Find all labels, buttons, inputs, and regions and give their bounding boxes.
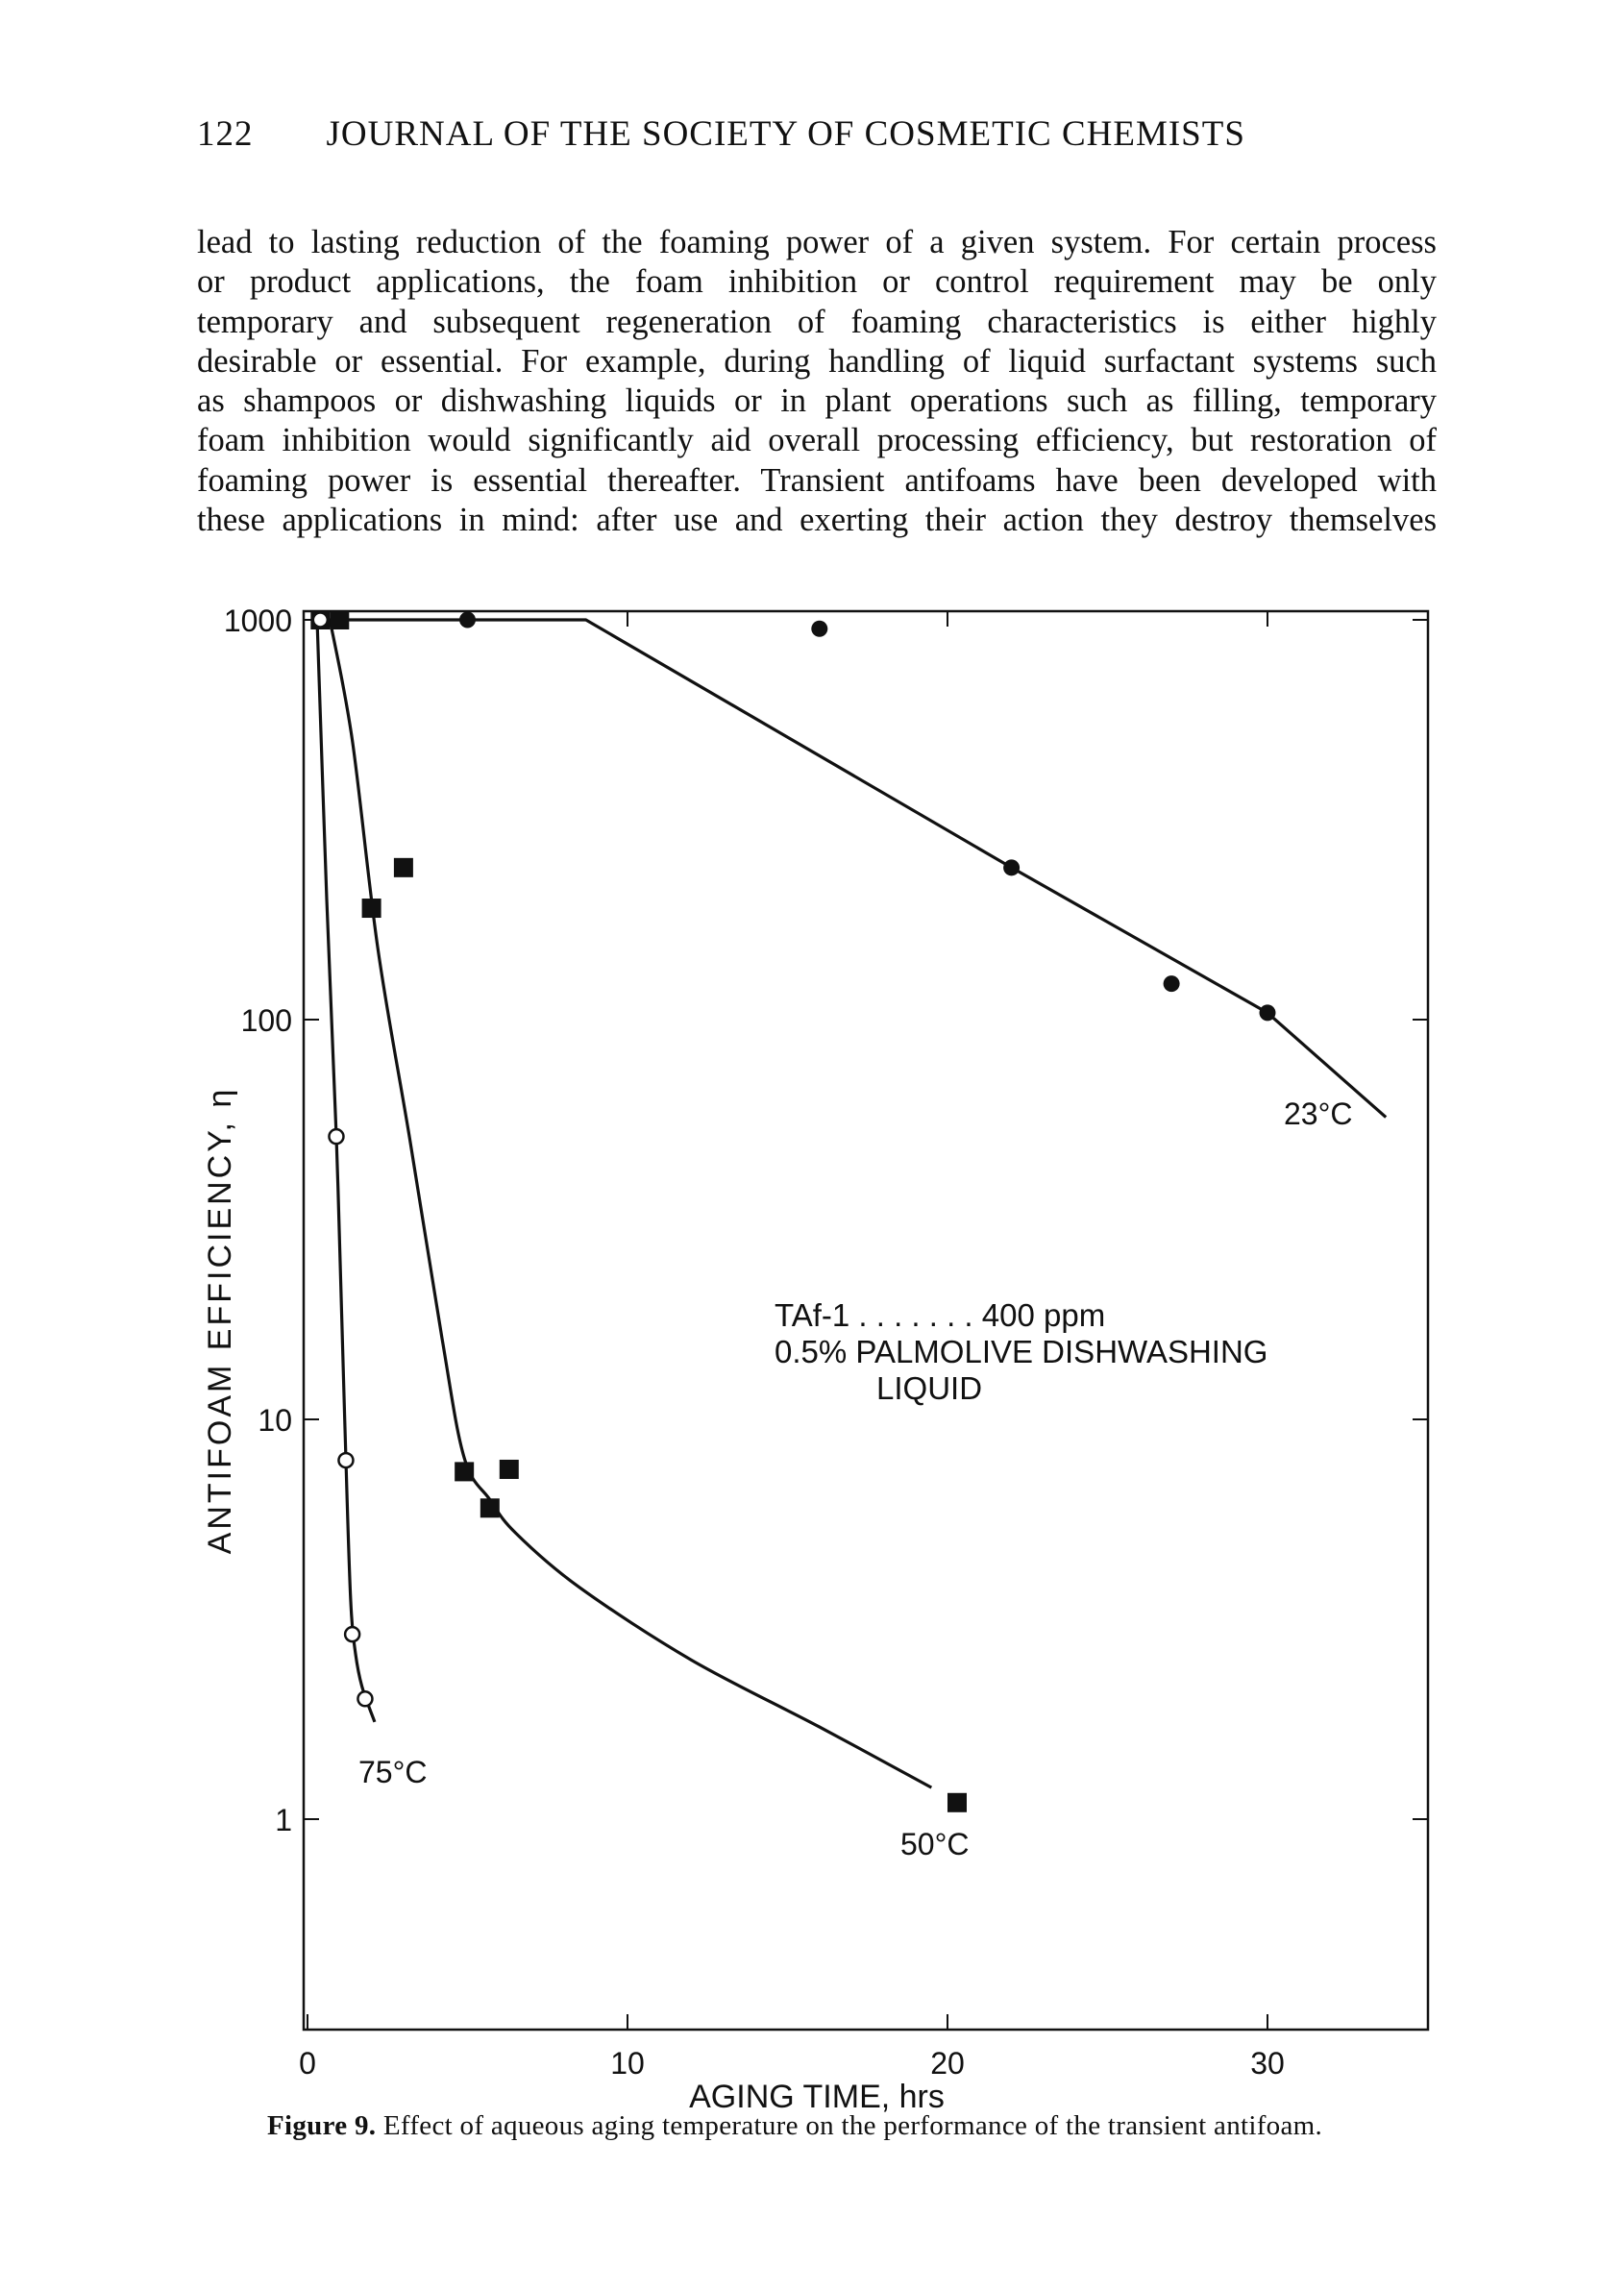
- body-line: these applications in mind: after use and exerting their action they destroy themselves: [197, 502, 1437, 539]
- annotation-line-2: 0.5% PALMOLIVE DISHWASHING: [775, 1334, 1268, 1369]
- data-point-open-circle: [345, 1627, 359, 1641]
- x-axis-title: AGING TIME, hrs: [689, 2079, 945, 2115]
- data-point-open-circle: [313, 613, 328, 628]
- axis-labels: [202, 1087, 1353, 2115]
- data-point-filled-circle: [1003, 859, 1020, 875]
- page-number: 122: [197, 114, 254, 154]
- data-point-square: [480, 1498, 500, 1517]
- data-point-square: [330, 610, 349, 629]
- data-point-filled-circle: [811, 621, 827, 637]
- y-axis-title: ANTIFOAM EFFICIENCY, η: [202, 1086, 238, 1555]
- data-markers: [310, 610, 1275, 1812]
- body-line: as shampoos or dishwashing liquids or in plant operations such as filling, temporary: [197, 382, 1437, 420]
- data-point-square: [455, 1462, 474, 1481]
- caption-text: Effect of aqueous aging temperature on the performance of the transient antifoam.: [382, 2110, 1323, 2141]
- x-tick-label: 10: [610, 2046, 645, 2081]
- annotation-line-1: TAf-1 . . . . . . . 400 ppm: [775, 1297, 1106, 1333]
- body-line: foam inhibition would significantly aid overall processing efficiency, but restoration of: [197, 422, 1437, 459]
- curve-23c: [317, 620, 1386, 1118]
- data-point-open-circle: [357, 1691, 372, 1706]
- data-point-filled-circle: [1260, 1004, 1276, 1021]
- body-line: or product applications, the foam inhibition or control requirement may be only: [197, 263, 1437, 301]
- data-point-square: [500, 1460, 519, 1479]
- series-label-75c: 75°C: [358, 1755, 428, 1789]
- y-tick-label: 1000: [223, 604, 292, 638]
- body-line: desirable or essential. For example, during handling of liquid surfactant systems such: [197, 342, 1437, 380]
- series-label-50c: 50°C: [900, 1827, 970, 1861]
- data-point-square: [947, 1793, 967, 1812]
- figure-caption: [267, 2110, 1322, 2142]
- data-point-square: [362, 899, 381, 918]
- y-tick-label: 1: [275, 1803, 292, 1837]
- fit-curves: [317, 620, 1386, 1787]
- annotation-line-3: LIQUID: [876, 1370, 983, 1406]
- body-line: lead to lasting reduction of the foaming power of a given system. For certain process: [197, 224, 1437, 260]
- data-point-open-circle: [329, 1129, 343, 1144]
- data-point-square: [394, 858, 413, 877]
- caption-label: Figure 9.: [267, 2110, 377, 2141]
- data-point-open-circle: [338, 1453, 353, 1467]
- x-tick-label: 0: [299, 2046, 316, 2081]
- y-tick-label: 100: [240, 1003, 292, 1038]
- curve-50c: [330, 620, 931, 1787]
- body-line: temporary and subsequent regeneration of foaming characteristics is either highly: [197, 303, 1437, 340]
- x-tick-label: 30: [1250, 2046, 1285, 2081]
- data-point-filled-circle: [1164, 975, 1180, 992]
- x-tick-label: 20: [930, 2046, 965, 2081]
- journal-title: JOURNAL OF THE SOCIETY OF COSMETIC CHEMISTS: [326, 114, 1245, 154]
- data-point-filled-circle: [459, 612, 476, 628]
- body-line: foaming power is essential thereafter. Transient antifoams have been developed with: [197, 461, 1437, 499]
- y-tick-label: 10: [258, 1403, 292, 1438]
- series-label-23c: 23°C: [1284, 1096, 1353, 1131]
- curve-75c: [317, 620, 375, 1722]
